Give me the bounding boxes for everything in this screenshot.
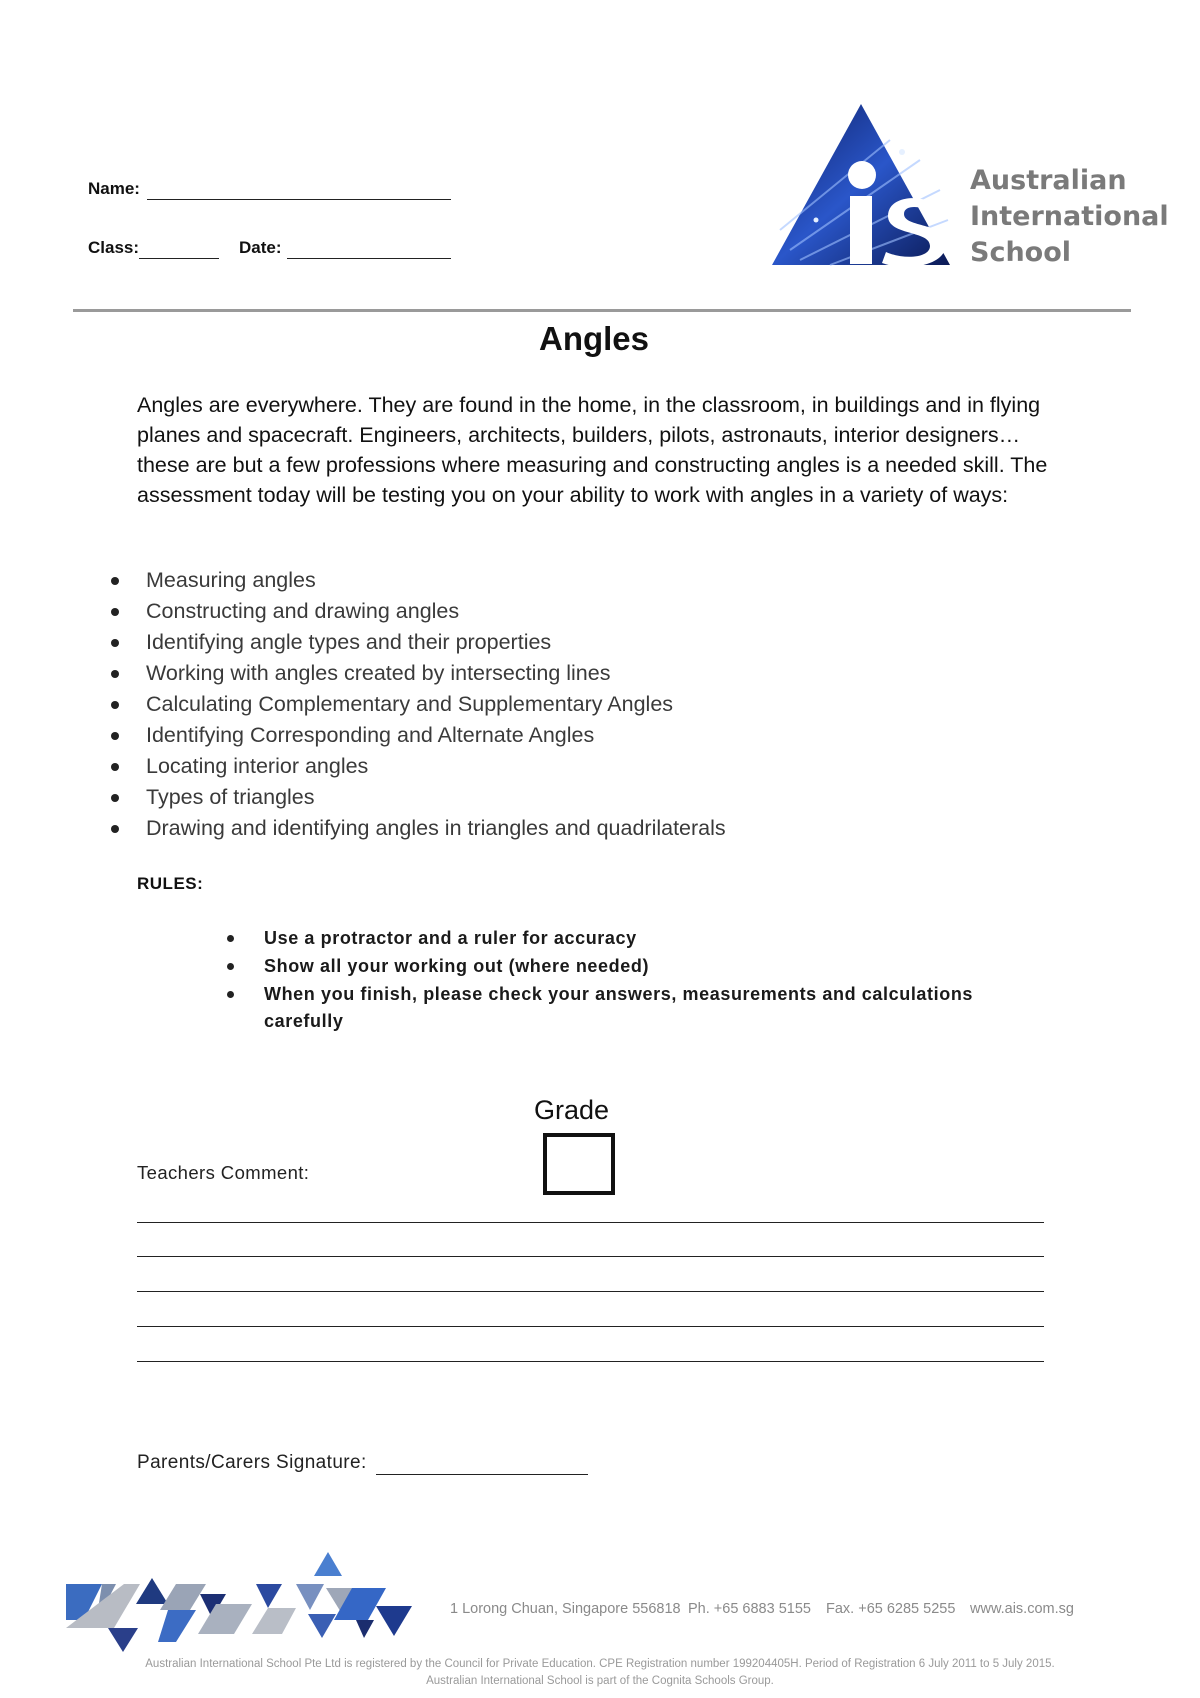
grade-box[interactable] [543, 1133, 615, 1195]
school-name [970, 163, 1169, 271]
bullet-icon [227, 991, 234, 998]
footer-legal-line: Australian International School is part of the Cognita Schools Group. [426, 1675, 774, 1687]
list-item [110, 720, 726, 751]
school-name-line: School [970, 237, 1072, 268]
page-title: Angles [538, 320, 650, 357]
intro-paragraph: Angles are everywhere. They are found in the home, in the classroom, in buildings and in flying planes and spacecraft. Engineers, architects, builders, pilots, astronauts, interior designers…these are but a few professions where measuring and constructing angles is a needed skill. The assessment today will be testing you on your ability to work with angles in a variety of ways: [137, 393, 1048, 507]
name-label: Name: [88, 179, 140, 198]
bullet-icon [111, 763, 119, 771]
topic-text: Types of triangles [146, 785, 315, 809]
teacher-comment-label: Teachers Comment: [137, 1162, 310, 1183]
class-field[interactable] [139, 240, 219, 259]
topic-text: Calculating Complementary and Supplementary Angles [146, 692, 674, 716]
header-divider [73, 309, 1131, 312]
comment-line[interactable] [137, 1222, 1044, 1223]
signature-label: Parents/Carers Signature: [137, 1452, 367, 1473]
school-name-line: International [970, 201, 1169, 232]
bullet-icon [111, 732, 119, 740]
list-item [226, 925, 1006, 952]
bullet-icon [111, 577, 119, 585]
comment-line[interactable] [137, 1291, 1044, 1292]
list-item [110, 782, 726, 813]
topic-text: Identifying angle types and their properties [146, 630, 552, 654]
topic-text: Drawing and identifying angles in triangles and quadrilaterals [146, 816, 726, 840]
bullet-icon [111, 825, 119, 833]
footer-legal-line: Australian International School Pte Ltd is registered by the Council for Private Education. CPE Registration number 199204405H. Period of Registration 6 July 2011 to 5 July 2015. [145, 1658, 1055, 1670]
name-field[interactable] [147, 181, 451, 200]
list-item [110, 596, 726, 627]
list-item [110, 658, 726, 689]
footer-logo-graphic [56, 1548, 416, 1658]
bullet-icon [111, 701, 119, 709]
bullet-icon [227, 935, 234, 942]
topic-text: Identifying Corresponding and Alternate Angles [146, 723, 595, 747]
list-item [110, 565, 726, 596]
rules-heading: RULES: [137, 874, 204, 893]
footer-address: 1 Lorong Chuan, Singapore 556818 [450, 1601, 681, 1617]
school-name-line: Australian [970, 165, 1127, 196]
list-item [110, 627, 726, 658]
bullet-icon [111, 608, 119, 616]
topic-text: Locating interior angles [146, 754, 369, 778]
rule-text: Use a protractor and a ruler for accuracy [264, 928, 637, 948]
grade-label: Grade [534, 1095, 610, 1125]
topic-text: Working with angles created by intersecting lines [146, 661, 611, 685]
date-label: Date: [239, 238, 282, 257]
date-field[interactable] [287, 240, 451, 259]
footer-fax: Fax. +65 6285 5255 [826, 1601, 956, 1617]
list-item [226, 981, 1006, 1035]
signature-field[interactable] [376, 1474, 588, 1475]
class-label: Class: [88, 238, 140, 257]
comment-line[interactable] [137, 1326, 1044, 1327]
topics-list [110, 565, 726, 844]
bullet-icon [227, 963, 234, 970]
bullet-icon [111, 670, 119, 678]
topic-text: Measuring angles [146, 568, 316, 592]
school-logo [770, 100, 960, 268]
school-logo-mark [770, 100, 960, 268]
triangle-pattern-icon [56, 1548, 416, 1658]
bullet-icon [111, 639, 119, 647]
rule-text: Show all your working out (where needed) [264, 956, 650, 976]
list-item [226, 953, 1006, 980]
list-item [110, 689, 726, 720]
footer-website[interactable]: www.ais.com.sg [970, 1601, 1074, 1617]
comment-line[interactable] [137, 1256, 1044, 1257]
comment-line[interactable] [137, 1361, 1044, 1362]
list-item [110, 813, 726, 844]
list-item [110, 751, 726, 782]
bullet-icon [111, 794, 119, 802]
rules-list [226, 925, 1006, 1036]
footer-phone: Ph. +65 6883 5155 [688, 1601, 811, 1617]
rule-text: When you finish, please check your answers, measurements and calculations carefully [264, 984, 974, 1031]
topic-text: Constructing and drawing angles [146, 599, 460, 623]
